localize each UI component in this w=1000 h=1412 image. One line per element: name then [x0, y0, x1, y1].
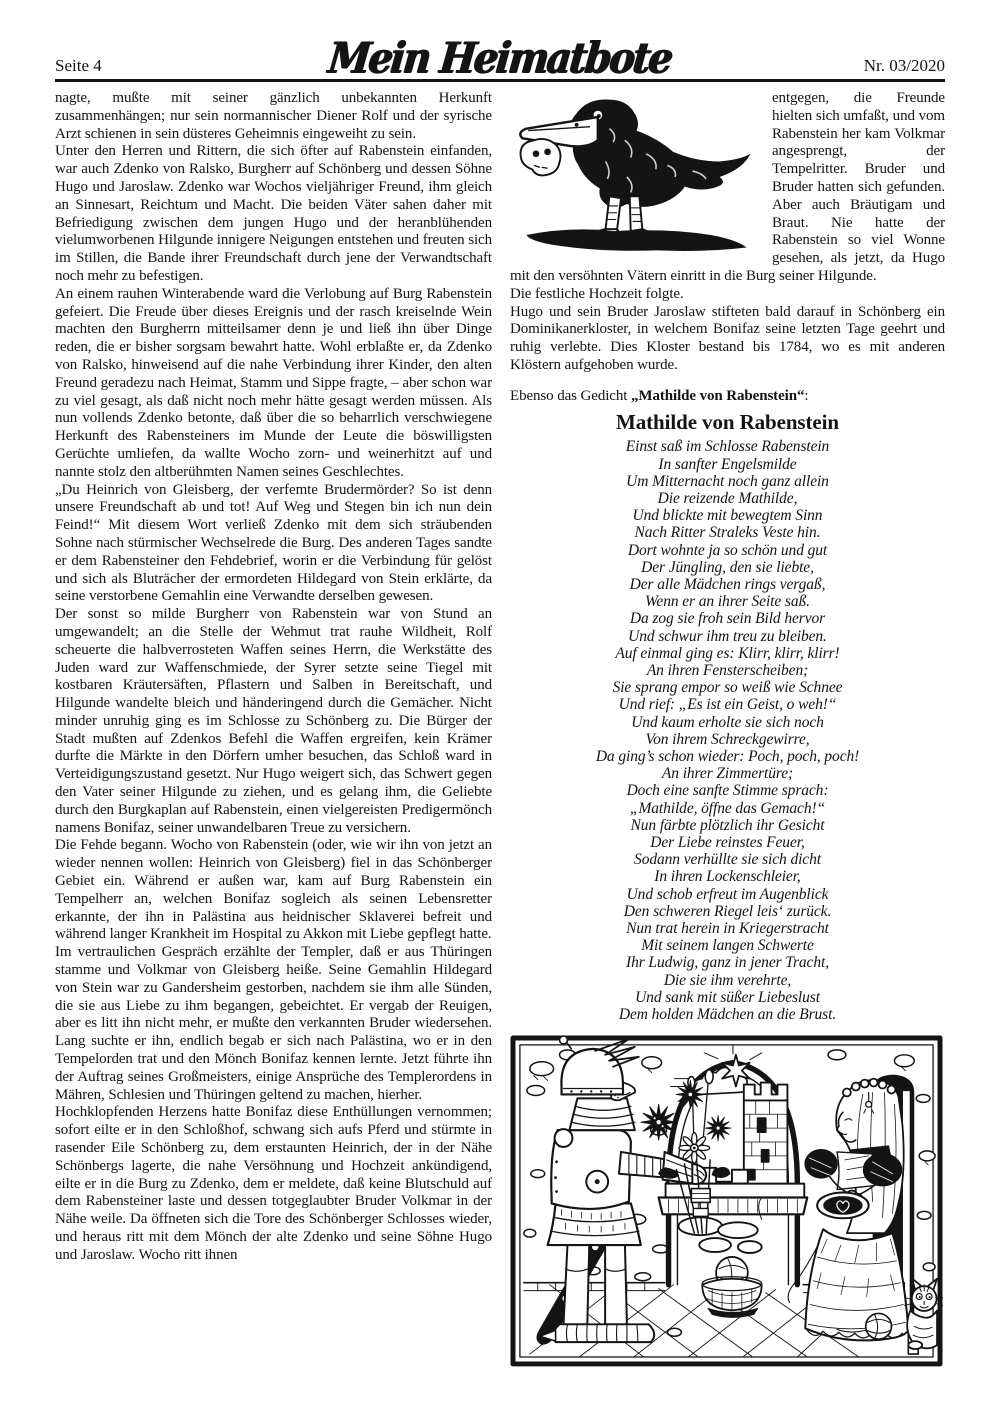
masthead-title: Mein Heimatbote [326, 32, 674, 83]
poem-line: Ihr Ludwig, ganz in jener Tracht, [626, 954, 829, 972]
poem-line: Wenn er an ihrer Seite saß. [645, 593, 810, 611]
poem-line: Dem holden Mädchen an die Brust. [618, 1006, 837, 1024]
paragraph: Der sonst so milde Burgherr von Rabenstein war von Stund an umgewandelt; an die Stelle der Wehmut trat rauhe Wildheit, Rolf scheuerte die halbverrosteten Waffen seines Herrn, die Werkstätte des Juden ward zur Waffenschmiede, der Syrer setzte seine Tiegel mit kostbaren Kräutersäften, Pflastern und Salben in Bereitschaft, und Hilgunde wandelte bleich und händeringend durch die Gemächer. Nicht minder unruhig ging es im Schlosse zu Schönberg zu. Die Bürger der Stadt mußten auf Zdenkos Befehl die Waffen ergreifen, kein Krämer durfte die Märkte in den Dörfern umher besuchen, das Schloß ward in Verteidigungszustand gesetzt. Nur Hugo weigert sich, das Schwert gegen den Vater seiner Hilgunde zu ziehen, und es gelang ihm, die Geliebte durch den Burgkaplan auf Rabenstein, einen vielgereisten Predigermönch namens Bonifaz, seiner unwandelbaren Treue zu versichern. [55, 606, 492, 836]
castle-tower [744, 1083, 788, 1186]
poem-line: Von ihrem Schreckgewirre, [645, 730, 810, 748]
poem-title-inline: „Mathilde von Rabenstein“ [631, 387, 805, 404]
poem-line: Einst saß im Schlosse Rabenstein [625, 438, 830, 456]
poem-line: Auf einmal ging es: Klirr, klirr, klirr! [615, 644, 840, 662]
paragraph: entgegen, die Freunde hielten sich umfaßt, und vom Rabenstein her kam Volkmar angesprengt, der Tempelritter. Bruder und Bruder hatten sich gefunden. Aber auch Bräutigam und Braut. Nie hatte der Rabenstein so viel Wonne gesehen, als jetzt, da Hugo mit den versöhnten Vätern einritt in die Burg seiner Hilgunde. [510, 90, 945, 284]
poem-line: „Mathilde, öffne das Gemach!“ [629, 799, 826, 817]
poem-line: An ihren Fensterscheiben; [646, 661, 809, 679]
poem-line: Und rief: „Es ist ein Geist, o weh!“ [618, 696, 837, 714]
paragraph: Hochklopfenden Herzens hatte Bonifaz diese Enthüllungen vernommen; sofort eilte er in den Schloßhof, schwang sich aufs Pferd und stürmte in rasender Eile Schönberg zu, dem erstaunten Heinrich, der in der Nähe Schönbergs lagerte, die nahe Versöhnung und Hochzeit ankündigend, eilte er in die Burg zu Zdenko, dem er meldete, daß keine Blutschuld auf dem Rabensteiner laste und dessen totgeglaubter Bruder Volkmar in der Nähe weile. Da öffneten sich die Tore des Schönberger Schlosses wieder, und heraus ritt mit dem Mönch der alte Zdenko und seine Söhne Hugo und Jaroslaw. Wocho ritt ihnen [55, 1104, 492, 1263]
issue-number: Nr. 03/2020 [863, 56, 945, 75]
lead-in-text: Ebenso das Gedicht [510, 387, 631, 404]
poem-line: In sanfter Engelsmilde [658, 455, 797, 473]
poem-line: An ihrer Zimmertüre; [661, 765, 794, 783]
poem-line: Und sank mit süßer Liebeslust [635, 988, 820, 1006]
header-rule [55, 79, 945, 82]
poem-line: Nun trat herein in Kriegerstracht [626, 920, 829, 938]
poem-body [510, 438, 945, 1023]
poem-line: Der Jüngling, den sie liebte, [641, 558, 814, 576]
page-header [55, 32, 945, 83]
poem-line: Der alle Mädchen rings vergaß, [629, 575, 826, 593]
poem-line: Die reizende Mathilde, [657, 489, 798, 507]
poem-line: Und blickte mit bewegtem Sinn [632, 507, 823, 525]
paragraph: Unter den Herren und Rittern, die sich öfter auf Rabenstein einfanden, war auch Zdenko von Ralsko, Burgherr auf Schönberg und dessen Söhne Hugo und Jaroslaw. Zdenko war Wochos vieljähriger Freund, ihm gleich an Sinnesart, Reichtum und Macht. Die beiden Väter sahen daher mit Befriedigung zwischen dem jungen Hugo und der heranblühenden vielumworbenen Hilgunde innigere Neigungen entstehen und freuten sich im Stillen, die Bande ihrer Freundschaft durch jene der Verwandtschaft noch mehr zu befestigen. [55, 143, 492, 284]
poem-line: Und schwur ihm treu zu bleiben. [628, 627, 827, 645]
poem-line: Da ging’s schon wieder: Poch, poch, poch! [595, 748, 860, 765]
poem-line: Sie sprang empor so weiß wie Schnee [612, 679, 843, 697]
poem-line: Nach Ritter Straleks Veste hin. [634, 524, 821, 542]
article-body [55, 90, 945, 1367]
poem-line: Nun färbte plötzlich ihr Gesicht [630, 816, 825, 834]
knight-and-maiden-illustration [510, 1035, 945, 1367]
right-column [510, 90, 945, 1367]
paragraph: Die Fehde begann. Wocho von Rabenstein (oder, wie wir ihn von jetzt an wieder nennen wollen: Heinrich von Gleisberg) fiel in das Schönberger Gebiet ein. Während er außen war, kam auf Burg Rabenstein ein Tempelherr an, welchen Bonifaz sogleich als seinen Lebensretter erkannte, der ihn in Palästina aus heidnischer Sklaverei befreit und während langer Krankheit im Hospital zu Akkon mit Liebe gepflegt hatte. [55, 837, 492, 943]
poem-line: Mit seinem langen Schwerte [641, 937, 814, 955]
lead-in-colon: : [804, 387, 809, 404]
paragraph: Hugo und sein Bruder Jaroslaw stifteten bald darauf in Schönberg ein Dominikanerkloster, in welchem Bonifaz seine letzten Tage geehrt und ruhig verlebte. Dies Kloster bestand bis 1784, wo es mit anderen Klöstern aufgehoben wurde. [510, 303, 945, 373]
poem-title: Mathilde von Rabenstein [616, 409, 839, 434]
poem-line: Der Liebe reinstes Feuer, [650, 834, 805, 852]
poem-lead-in [510, 388, 945, 406]
poem [510, 409, 945, 1024]
poem-line: In ihren Lockenschleier, [654, 868, 801, 886]
paragraph: An einem rauhen Winterabende ward die Verlobung auf Burg Rabenstein gefeiert. Die Freude über dieses Ereignis und der rasch kreiselnde Wein machten den Burgherrn mitteilsamer denn je und ließ ihn über Dinge reden, die er bisher sorgsam bewahrt hatte. Wohl erblaßte er, da Zdenko von Ralsko, hinweisend auf die nahe Verbindung ihrer Kinder, den alten Freund geradezu nach Heimat, Stamm und Sippe fragte, – aber schon war zu viel gesagt, als daß nicht noch mehr hätte gesagt werden müssen. Als nun vollends Zdenko betonte, daß über die so beharrlich verschwiegene Herkunft des Rabensteiners im Munde der Leute die böswilligsten Gerüchte umliefen, da wallte Wocho zorn- und weinerhitzt auf und nannte stolz den altberühmten Namen seines Geschlechtes. [55, 285, 492, 480]
poem-line: Dort wohnte ja so schön und gut [627, 541, 828, 559]
poem-line: Den schweren Riegel leis‘ zurück. [623, 902, 832, 920]
paragraph: Die festliche Hochzeit folgte. [510, 285, 684, 302]
raven-illustration [510, 90, 762, 262]
poem-line: Und kaum erholte sie sich noch [631, 713, 824, 731]
poem-line: Da zog sie froh sein Bild hervor [629, 610, 826, 628]
poem-line: Sodann verhüllte sie sich dicht [634, 851, 821, 869]
skull [521, 139, 561, 175]
paragraph: nagte, mußte mit seiner gänzlich unbekannten Herkunft zusammenhängen; nur sein normannischer Diener Rolf und der syrische Arzt schienen in sein düsteres Geheimnis eingeweiht zu sein. [55, 90, 492, 142]
poem-line: Und schob erfreut im Augenblick [626, 885, 829, 903]
paragraph: „Du Heinrich von Gleisberg, der verfemte Brudermörder? So ist denn unsere Freundschaft ab und tot! Auf Weg und Stegen bin ich nun dein Feind!“ Mit diesem Wort verließ Zdenko mit dem sich sträubenden Sohne nach stürmischer Wechselrede die Burg. Des anderen Tages sandte er dem Rabensteiner den Fehdebrief, worin er die Verbindung für gelöst und sich als Bluträcher der ermordeten Hildegard von Stein erklärte, da seine verstorbene Gemahlin eine Verwandte derselben gewesen. [55, 481, 492, 605]
poem-line: Doch eine sanfte Stimme sprach: [626, 782, 829, 800]
raven-shadow [526, 229, 746, 251]
poem-line: Um Mitternacht noch ganz allein [626, 472, 829, 490]
left-column [55, 90, 492, 1367]
page-number: Seite 4 [55, 56, 102, 75]
poem-line: Die sie ihm verehrte, [663, 971, 792, 989]
paragraph: Im vertraulichen Gespräch erzählte der Templer, daß er aus Thüringen stamme und Volkmar von Gleisberg heiße. Seine Gemahlin Hildegard von Stein war zu Gandersheim gestorben, nachdem sie ihm alle Sünden, die sie aus Liebe zu ihm begangen, gebeichtet. Er vergab der Reuigen, aber es litt ihn nicht mehr, er mußte den verkannten Bruder wiedersehen. Lang suchte er ihn, endlich begab er sich nach Palästina, wo er in den Tempelorden trat und den Mönch Bonifaz kennen lernte. Jetzt führte ihn der Auftrag seines Großmeisters, einige Ansprüche des Templerordens in Mähren, Schlesien und Thüringen geltend zu machen, hierher. [55, 944, 492, 1103]
